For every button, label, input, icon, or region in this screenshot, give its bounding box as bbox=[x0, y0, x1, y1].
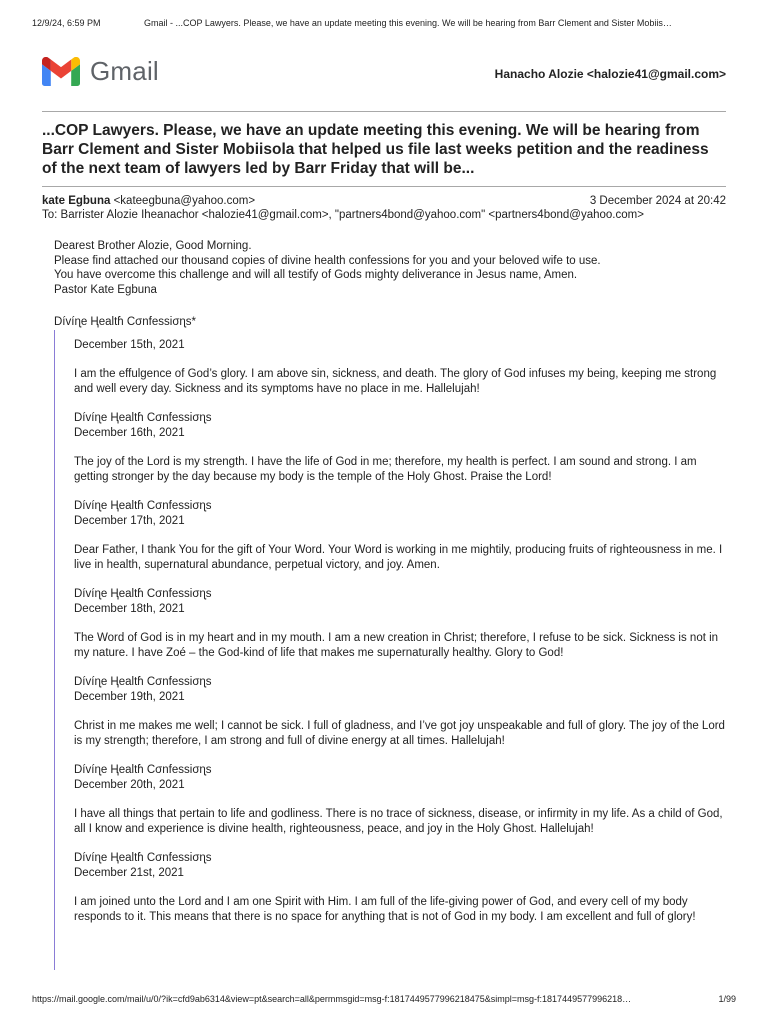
page-url[interactable]: https://mail.google.com/mail/u/0/?ik=cfd9ab6314&view=pt&search=all&permmsgid=msg-f:1817449577996218475&simpl=msg-f:1817449577996218… bbox=[32, 994, 632, 1004]
entry-date: December 17th, 2021 bbox=[74, 514, 185, 527]
email-subject: ...COP Lawyers. Please, we have an update meeting this evening. We will be hearing from Barr Clement and Sister Mobiisola that helped us file last weeks petition and the readiness of the next team of lawyers led by Barr Friday that will be... bbox=[42, 122, 709, 177]
subject-divider bbox=[42, 186, 726, 187]
confession-entry bbox=[74, 851, 726, 924]
entry-date: December 16th, 2021 bbox=[74, 426, 185, 439]
entry-date: December 18th, 2021 bbox=[74, 602, 185, 615]
gmail-m-icon bbox=[42, 57, 80, 86]
sender-email: <kateegbuna@yahoo.com> bbox=[113, 195, 256, 207]
greeting-block bbox=[54, 239, 726, 297]
entry-heading: Dívíɳe Ⱨealtɦ Cσnfessiσɳs bbox=[74, 588, 212, 600]
entry-text: The Word of God is in my heart and in my mouth. I am a new creation in Christ; therefore, I refuse to be sick. Sickness is not in my nature. I have Zoé – the God-kind of life that makes me supernaturally healthy. Glory to God! bbox=[74, 632, 719, 659]
email-body bbox=[54, 239, 726, 970]
entry-heading: Dívíɳe Ⱨealtɦ Cσnfessiσɳs bbox=[74, 412, 212, 424]
confession-entry bbox=[74, 675, 726, 748]
greeting-line: Please find attached our thousand copies of divine health confessions for you and your beloved wife to use. bbox=[54, 254, 601, 267]
entry-date: December 15th, 2021 bbox=[74, 338, 185, 351]
entry-date: December 21st, 2021 bbox=[74, 866, 184, 879]
entry-date: December 19th, 2021 bbox=[74, 690, 185, 703]
sender bbox=[42, 194, 255, 208]
gmail-wordmark: Gmail bbox=[90, 56, 159, 86]
gmail-logo[interactable] bbox=[42, 56, 159, 87]
confession-entry bbox=[74, 587, 726, 660]
confession-entry bbox=[74, 763, 726, 836]
entry-heading: Dívíɳe Ⱨealtɦ Cσnfessiσɳs bbox=[74, 764, 212, 776]
email-date: 3 December 2024 at 20:42 bbox=[589, 195, 726, 207]
print-tab-title: Gmail - ...COP Lawyers. Please, we have an update meeting this evening. We will be hearing from Barr Clement and Sister Mobiis… bbox=[144, 18, 672, 28]
document-title: Dívíɳe Ⱨealtɦ Cσnfessiσɳs* bbox=[54, 316, 197, 328]
entry-text: I am joined unto the Lord and I am one Spirit with Him. I am full of the life-giving power of God, and every cell of my body responds to it. This means that there is no space for anything that is not of God in my body. I am excellent and full of glory! bbox=[74, 896, 696, 923]
entry-heading: Dívíɳe Ⱨealtɦ Cσnfessiσɳs bbox=[74, 500, 212, 512]
sender-name: kate Egbuna bbox=[42, 195, 111, 207]
entry-text: Christ in me makes me well; I cannot be sick. I full of gladness, and I’ve got joy unspeakable and full of glory. The joy of the Lord is my strength; therefore, I am strong and full of divine energy at all times. Hallelujah! bbox=[74, 720, 725, 747]
greeting-line: You have overcome this challenge and will all testify of Gods mighty deliverance in Jesus name, Amen. bbox=[54, 269, 578, 281]
print-footer bbox=[32, 994, 736, 1004]
recipients: To: Barrister Alozie Iheanachor <halozie41@gmail.com>, "partners4bond@yahoo.com" <partners4bond@yahoo.com> bbox=[42, 209, 644, 221]
confession-entry bbox=[74, 330, 726, 397]
print-datetime: 12/9/24, 6:59 PM bbox=[32, 18, 101, 28]
entry-date: December 20th, 2021 bbox=[74, 778, 185, 791]
confession-entry bbox=[74, 499, 726, 572]
greeting-line: Dearest Brother Alozie, Good Morning. bbox=[54, 240, 252, 252]
page-number: 1/99 bbox=[718, 994, 736, 1004]
entry-text: Dear Father, I thank You for the gift of Your Word. Your Word is working in me mightily, producing fruits of righteousness in me. I live in health, supernatural abundance, perpetual victory, and joy. Amen. bbox=[74, 544, 723, 571]
signature-line: Pastor Kate Egbuna bbox=[54, 283, 157, 296]
quoted-confessions bbox=[54, 330, 726, 970]
print-header bbox=[32, 18, 736, 28]
email-meta bbox=[42, 194, 726, 222]
entry-text: I am the effulgence of God’s glory. I am above sin, sickness, and death. The glory of God infuses my being, keeping me strong and well every day. Sickness and its symptoms have no place in me. Hallelujah! bbox=[74, 368, 717, 395]
sender-row bbox=[42, 194, 726, 208]
entry-text: I have all things that pertain to life and godliness. There is no trace of sickness, disease, or infirmity in my life. As a child of God, all I know and experience is divine health, righteousness, peace, and joy in the Holy Ghost. Hallelujah! bbox=[74, 808, 723, 835]
confession-entry bbox=[74, 411, 726, 484]
header-divider bbox=[42, 111, 726, 112]
entry-heading: Dívíɳe Ⱨealtɦ Cσnfessiσɳs bbox=[74, 676, 212, 688]
account-label: Hanacho Alozie <halozie41@gmail.com> bbox=[494, 67, 726, 81]
entry-text: The joy of the Lord is my strength. I have the life of God in me; therefore, my health is perfect. I am sound and strong. I am getting stronger by the day because my body is the temple of the Holy Ghost. Praise the Lord! bbox=[74, 456, 697, 483]
entry-heading: Dívíɳe Ⱨealtɦ Cσnfessiσɳs bbox=[74, 852, 212, 864]
